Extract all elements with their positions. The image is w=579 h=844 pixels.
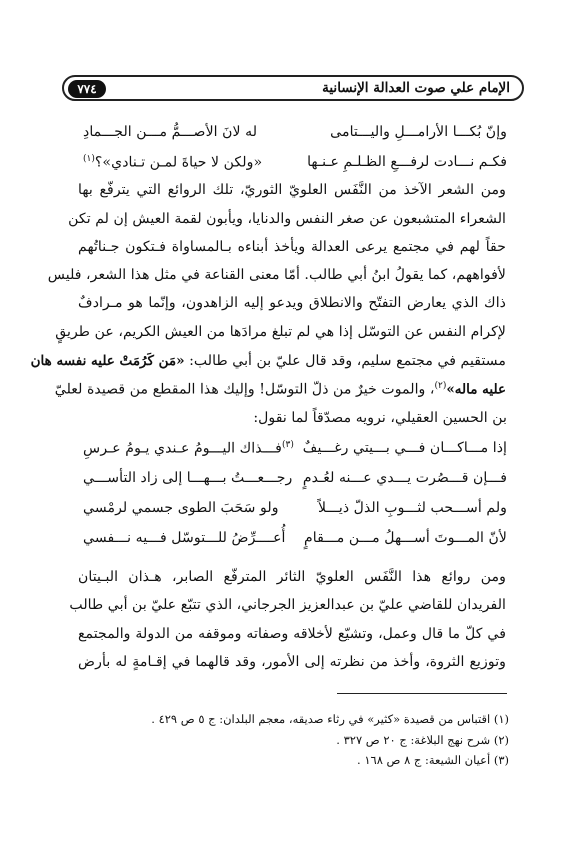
verse-4-left: رجـــعـــتُ بـــهـــا إلى زاد التأســـي [83, 470, 293, 486]
paragraph-1-line-3: حقاً لهم في مجتمع يرعى العدالة ويأخذ أبناءه بـالمساواة فـتكون جـناتُهم [78, 239, 506, 255]
page-number: ٧٧٤ [68, 80, 106, 98]
footnote-2: (٢) شرح نهج البلاغة: ج ٢٠ ص ٣٢٧ . [336, 733, 509, 747]
paragraph-1-line-1: ومن الشعر الآخذ من النَّفَس العلويّ الثوريّ، تلك الروائع التي يترفّع بها [78, 182, 506, 198]
verse-5-right: ولم أســـحب لثـــوبِ الذلّ ذيـــلاً [317, 500, 507, 516]
verse-6-right: لأنّ المـــوتَ أســـهلُ مـــن مـــقامٍ [304, 530, 507, 546]
paragraph-1-line-6: لإكرام النفس عن التوسّل إذا هي لم تبلغ مرادَها من العيش الكريم، عن طريقٍ [55, 324, 506, 340]
verse-5-left: ولو سَحَبَ الطوى جسمي لرمْسي [83, 500, 279, 516]
paragraph-2-line-4: وتوزيع الثروة، وأخذ من نظرته إلى الأمور، وقد قالهما في إقـامةٍ له بأرض [78, 654, 506, 670]
paragraph-1-line-4: لأفواههم، كما يقولُ ابنُ أبي طالب. أمّا معنى القناعة في مثل هذا الشعر، فليس [47, 267, 506, 283]
paragraph-1-line-8 [54, 381, 506, 398]
footnote-1: (١) اقتباس من قصيدة «كثير» في رثاء صديقه، معجم البلدان: ج ٥ ص ٤٢٩ . [151, 712, 509, 726]
book-title: الإمام علي صوت العدالة الإنسانية [322, 80, 510, 96]
paragraph-1-line-9: بن الحسين العقيلي، نرويه مصدّقاً لما نقول: [253, 410, 507, 426]
footnote-3: (٣) أعيان الشيعة: ج ٨ ص ١٦٨ . [357, 753, 509, 767]
verse-2-right: فكـم نـــادت لرفـــعِ الظـلـمِ عـنـها [307, 154, 507, 170]
verse-3-right: إذا مـــاكـــان فـــي بـــيتي رغـــيفٌ [302, 440, 507, 456]
imam-quote-part-2: عليه ماله» [446, 381, 506, 398]
verse-2-left [83, 155, 262, 170]
footnote-ref-2: (٢) [434, 381, 447, 391]
paragraph-1-line-7 [30, 353, 506, 369]
verse-2-left-text: «ولكن لا حياةَ لمـن تـنادي»؟ [94, 154, 263, 171]
verse-1-left: له لانَ الأصـــمُّ مـــن الجـــمادِ [83, 124, 258, 140]
paragraph-1-line-7-text: مستقيم في مجتمع سليم، وقد قال عليّ بن أبي طالب: [189, 353, 506, 369]
paragraph-1-line-2: الشعراء المتشبعون عن صغر النفس والدنايا، ويأبون لقمة العيش إن لم تكن [68, 211, 506, 227]
imam-quote-part-1: «مَن كَرُمَتْ عليه نفسه هان [30, 353, 185, 369]
paragraph-2-line-1: ومن روائع هذا النَّفَس العلويّ الثائر المترفّع الصابر، هـذان البـيتان [78, 569, 506, 585]
verse-4-right: فـــإن قـــصُرت يـــدي عـــنه لعُـدمٍ [302, 470, 507, 486]
footnote-ref-3: (٣) [281, 440, 294, 450]
verse-3-left-text: فـــذاك اليـــومُ عـندي يـومُ عـرسِ [83, 440, 282, 457]
paragraph-2-line-3: في كلّ ما قال وعمل، وتشيّع لأخلاقه وصفاته وموقفه من الدولة والمجتمع [78, 626, 506, 642]
footnote-separator [337, 693, 507, 694]
paragraph-2-line-2: الفريدان للقاضي عليّ بن عبدالعزيز الجرجاني، الذي تتبّع عليّ بن أبي طالب [69, 597, 506, 613]
verse-1-right: وإنّ بُكـــا الأرامـــلِ واليـــتامى [330, 124, 507, 140]
verse-6-left: أُعــــرِّضُ للـــتوسّل فـــيه نـــفسي [83, 530, 286, 546]
footnote-ref-1: (١) [83, 154, 95, 164]
paragraph-1-line-8-text: ، والموت خيرٌ من ذلّ التوسّل! وإليك هذا المقطع من قصيدة لعليّ [54, 381, 435, 398]
verse-3-left [83, 441, 294, 456]
paragraph-1-line-5: ذاك الذي يعارض التفتّح والانطلاق ويدعو إليه الزاهدون، وإنّما هو مـرادفٌ [78, 295, 506, 311]
running-header [62, 75, 524, 101]
